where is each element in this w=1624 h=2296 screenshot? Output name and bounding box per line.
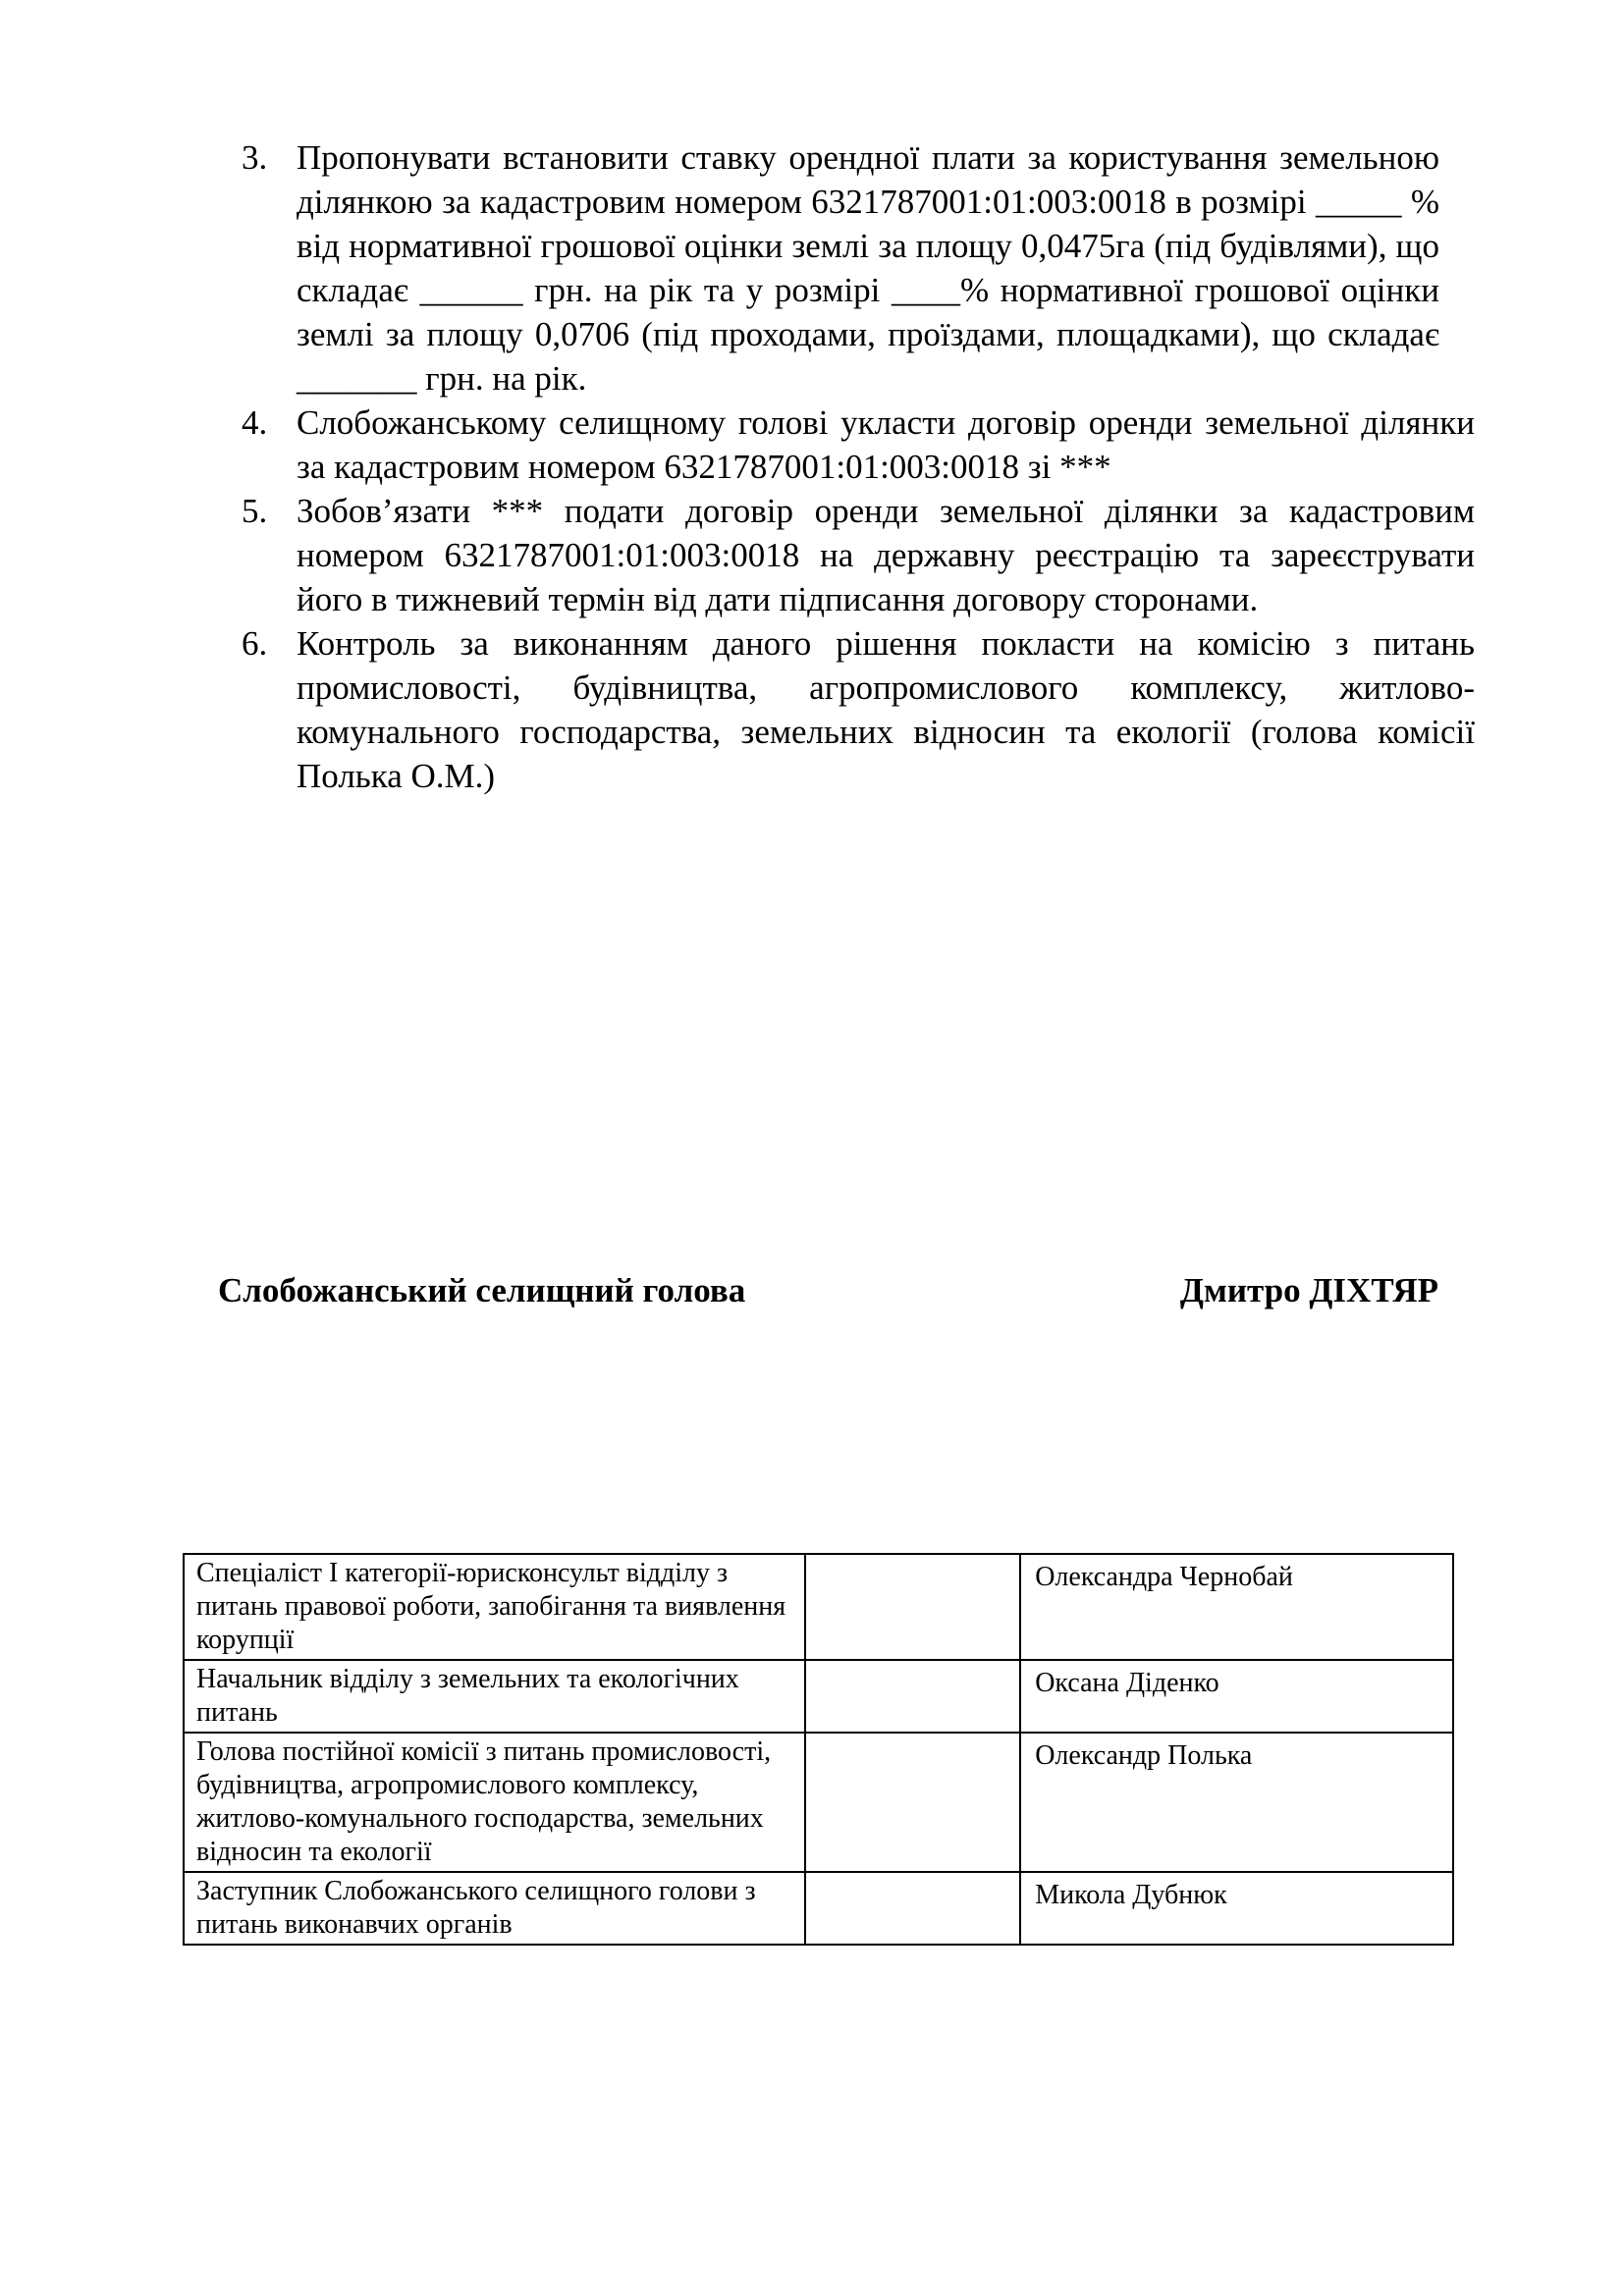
approver-name: Олександра Чернобай	[1020, 1554, 1453, 1660]
item-text: Слобожанському селищному голові укласти договір оренди земельної ділянки за кадастровим номером 6321787001:01:003:0018 зі ***	[297, 403, 1475, 486]
approver-position: Начальник відділу з земельних та екологічних питань	[184, 1660, 805, 1733]
approver-signature-cell	[805, 1554, 1021, 1660]
decision-item-4	[242, 400, 1475, 489]
approver-signature-cell	[805, 1733, 1021, 1872]
signatory-name: Дмитро ДІХТЯР	[1179, 1271, 1438, 1309]
decision-item-6	[242, 621, 1475, 798]
approver-name: Оксана Діденко	[1020, 1660, 1453, 1733]
item-number: 3.	[242, 138, 268, 177]
item-text: Контроль за виконанням даного рішення покласти на комісію з питань промисловості, будівництва, агропромислового комплексу, житлово-комунального господарства, земельних відносин та екології (голова комісії Полька О.М.)	[297, 624, 1475, 795]
signatory-title: Слобожанський селищний голова	[218, 1271, 746, 1309]
table-row	[184, 1733, 1453, 1872]
decision-item-3	[242, 135, 1439, 400]
approver-name: Микола Дубнюк	[1020, 1872, 1453, 1945]
approver-position: Заступник Слобожанського селищного голови з питань виконавчих органів	[184, 1872, 805, 1945]
item-number: 5.	[242, 492, 268, 530]
table-row	[184, 1660, 1453, 1733]
item-text: Пропонувати встановити ставку орендної плати за користування земельною ділянкою за кадастровим номером 6321787001:01:003:0018 в розмірі _____ % від нормативної грошової оцінки землі за площу 0,0475га (під будівлями), що складає ______ грн. на рік та у розмірі ____% нормативної грошової оцінки землі за площу 0,0706 (під проходами, проїздами, площадками), що складає _______ грн. на рік.	[297, 138, 1439, 398]
item-number: 4.	[242, 403, 268, 442]
decision-items-list	[242, 135, 1475, 798]
table-row	[184, 1554, 1453, 1660]
approver-position: Спеціаліст І категорії-юрисконсульт відділу з питань правової роботи, запобігання та виявлення корупції	[184, 1554, 805, 1660]
approver-signature-cell	[805, 1872, 1021, 1945]
item-number: 6.	[242, 624, 268, 663]
item-text: Зобов’язати *** подати договір оренди земельної ділянки за кадастровим номером 6321787001:01:003:0018 на державну реєстрацію та зареєструвати його в тижневий термін від дати підписання договору сторонами.	[297, 492, 1475, 618]
approver-name: Олександр Полька	[1020, 1733, 1453, 1872]
decision-item-5	[242, 489, 1475, 621]
approver-position: Голова постійної комісії з питань промисловості, будівництва, агропромислового комплексу, житлово-комунального господарства, земельних відносин та екології	[184, 1733, 805, 1872]
approver-signature-cell	[805, 1660, 1021, 1733]
table-row	[184, 1872, 1453, 1945]
approvals-table	[183, 1553, 1454, 1946]
